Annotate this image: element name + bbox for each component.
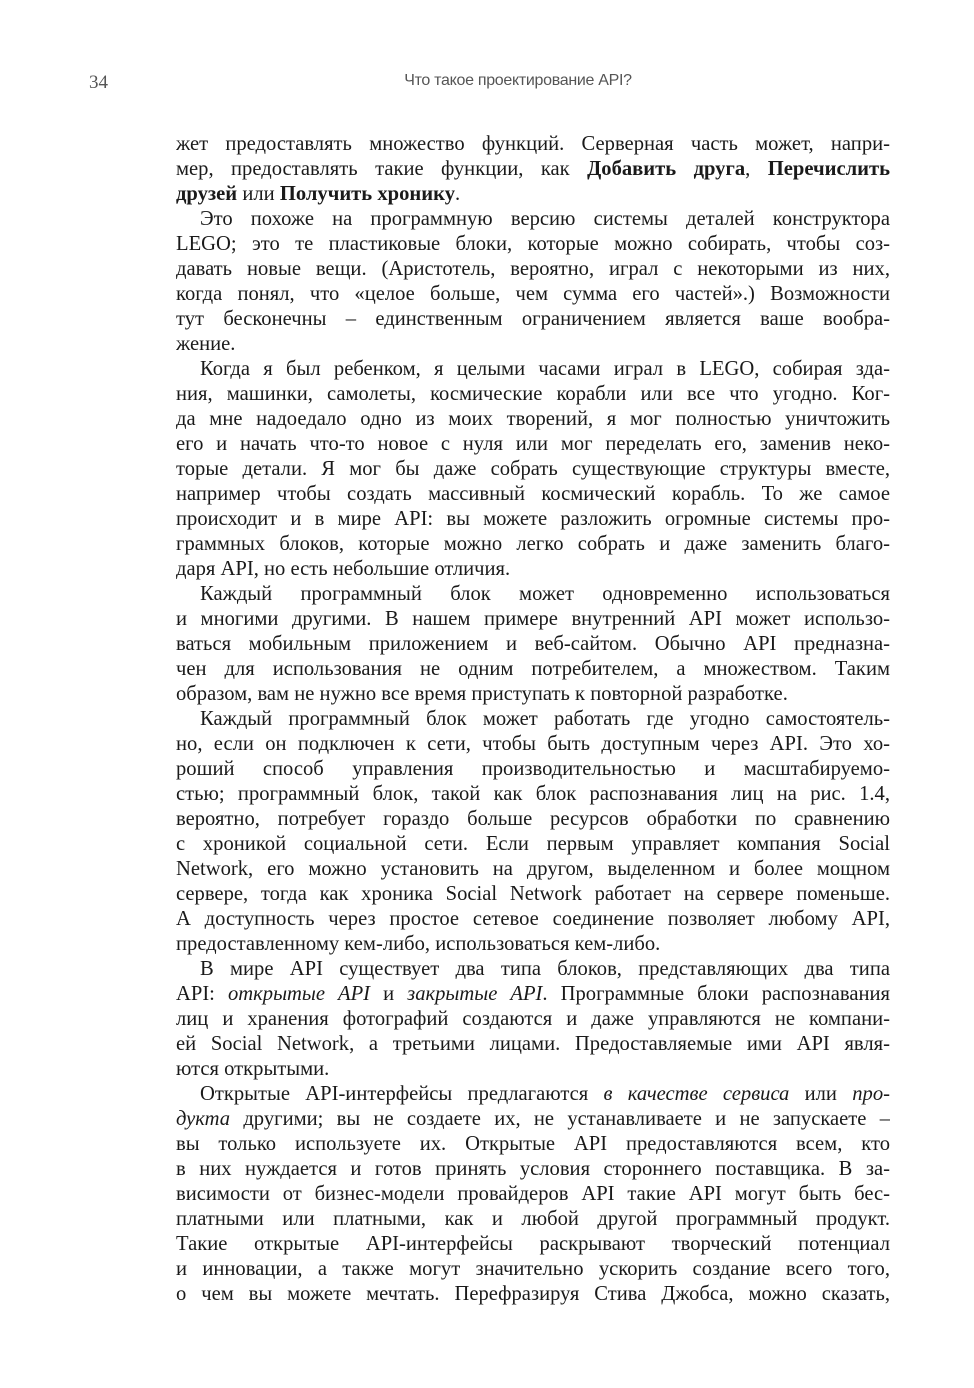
text-line	[176, 1032, 890, 1057]
text-line	[176, 1232, 890, 1257]
text-run: происходит и в мире API: вы можете разложить огромные системы про-	[176, 508, 890, 530]
text-run: роший способ управления производительностью и масштабируемо-	[176, 758, 890, 780]
text-run: да мне надоедало одно из моих творений, я мог полностью уничтожить	[176, 408, 890, 430]
text-run: API:	[176, 983, 228, 1005]
italic-term: открытые API	[227, 983, 371, 1005]
text-run: ются открытыми.	[176, 1058, 330, 1080]
text-line	[176, 657, 890, 682]
text-run: даря API, но есть небольшие отличия.	[176, 558, 511, 580]
text-run: Такие открытые API-интерфейсы раскрывают творческий потенциал	[176, 1233, 890, 1255]
text-run: вы только используете их. Открытые API предоставляются всем, кто	[176, 1133, 890, 1155]
text-run: с хроникой социальной сети. Если первым управляет компания Social	[176, 833, 890, 855]
text-run: ,	[745, 158, 768, 180]
text-run: чен для использования не одним потребителем, а множеством. Таким	[176, 658, 890, 680]
text-run: или	[789, 1083, 853, 1105]
text-run: Каждый программный блок может работать где угодно самостоятель-	[200, 708, 890, 730]
text-run: Это похоже на программную версию системы деталей конструктора	[200, 208, 890, 230]
text-run: .	[455, 183, 461, 205]
text-line	[176, 857, 890, 882]
text-run: Открытые API-интерфейсы предлагаются	[200, 1083, 604, 1105]
text-line	[176, 582, 890, 607]
text-line	[176, 707, 890, 732]
text-line	[176, 432, 890, 457]
text-line	[176, 907, 890, 932]
text-line	[176, 557, 890, 582]
text-run: давать новые вещи. (Аристотель, вероятно, играл с некоторыми из них,	[176, 258, 890, 280]
text-run: или	[237, 183, 280, 205]
text-run: LEGO; это те пластиковые блоки, которые можно собирать, чтобы соз-	[176, 233, 890, 255]
text-line	[176, 482, 890, 507]
text-line	[176, 1082, 890, 1107]
text-run: Каждый программный блок может одновременно использоваться	[200, 583, 890, 605]
bold-term: друзей	[176, 183, 238, 205]
text-line	[176, 1157, 890, 1182]
text-line	[176, 1257, 890, 1282]
italic-term: дукта	[176, 1108, 231, 1130]
text-run: лиц и хранения фотографий создаются и даже управляются не компани-	[176, 1008, 890, 1030]
text-line	[176, 332, 890, 357]
text-run: стью; программный блок, такой как блок распознавания лиц на рис. 1.4,	[176, 783, 890, 805]
text-run: например чтобы создать массивный космический корабль. То же самое	[176, 483, 890, 505]
text-run: граммных блоков, которые можно легко собрать и даже заменить благо-	[176, 533, 890, 555]
text-run: его и начать что-то новое с нуля или мог переделать его, заменив неко-	[176, 433, 890, 455]
text-run: жение.	[176, 333, 236, 355]
text-line	[176, 1057, 890, 1082]
text-line	[176, 282, 890, 307]
text-run: и многими другими. В нашем примере внутренний API может использо-	[176, 608, 890, 630]
text-line	[176, 757, 890, 782]
italic-term: закрытые API	[407, 983, 543, 1005]
text-run: Network, его можно установить на другом, выделенном и более мощном	[176, 858, 890, 880]
text-run: В мире API существует два типа блоков, представляющих два типа	[200, 958, 890, 980]
text-line	[176, 782, 890, 807]
text-line	[176, 257, 890, 282]
body-text	[176, 132, 890, 1307]
text-run: в них нуждается и готов принять условия стороннего поставщика. В за-	[176, 1158, 890, 1180]
text-line	[176, 732, 890, 757]
text-line	[176, 382, 890, 407]
text-line	[176, 357, 890, 382]
text-run: но, если он подключен к сети, чтобы быть доступным через API. Это хо-	[176, 733, 890, 755]
text-line	[176, 507, 890, 532]
running-head-title: Что такое проектирование API?	[404, 72, 632, 89]
text-line	[176, 632, 890, 657]
text-run: образом, вам не нужно все время приступать к повторной разработке.	[176, 683, 788, 705]
text-line	[176, 1007, 890, 1032]
text-run: . Программные блоки распознавания	[542, 983, 890, 1005]
bold-term: Получить хронику	[279, 183, 455, 205]
text-run: жет предоставлять множество функций. Серверная часть может, напри-	[176, 133, 890, 155]
text-run: предоставленному кем-либо, использоваться кем-либо.	[176, 933, 661, 955]
text-line	[176, 932, 890, 957]
text-line	[176, 207, 890, 232]
text-line	[176, 307, 890, 332]
text-line	[176, 1132, 890, 1157]
text-run: А доступность через простое сетевое соединение позволяет любому API,	[176, 908, 890, 930]
text-line	[176, 407, 890, 432]
text-run: о чем вы можете мечтать. Перефразируя Стива Джобса, можно сказать,	[176, 1283, 890, 1305]
text-line	[176, 807, 890, 832]
text-run: ния, машинки, самолеты, космические корабли или все что угодно. Ког-	[176, 383, 890, 405]
text-line	[176, 1182, 890, 1207]
text-run: Когда я был ребенком, я целыми часами играл в LEGO, собирая зда-	[200, 358, 890, 380]
text-line	[176, 982, 890, 1007]
bold-term: Перечислить	[767, 158, 890, 180]
italic-term: про-	[852, 1083, 890, 1105]
text-line	[176, 607, 890, 632]
page-number: 34	[89, 72, 108, 93]
text-run: платными или платными, как и любой другой программный продукт.	[176, 1208, 890, 1230]
text-run: торые детали. Я мог бы даже собрать существующие структуры вместе,	[176, 458, 890, 480]
text-run: и инновации, а также могут значительно ускорить создание всего того,	[176, 1258, 890, 1280]
text-line	[176, 682, 890, 707]
text-line	[176, 457, 890, 482]
text-line	[176, 1282, 890, 1307]
bold-term: Добавить друга	[587, 158, 746, 180]
text-line	[176, 157, 890, 182]
text-run: другими; вы не создаете их, не устанавливаете и не запускаете –	[230, 1108, 890, 1130]
text-line	[176, 957, 890, 982]
text-line	[176, 832, 890, 857]
text-run: ваться мобильным приложением и веб-сайтом. Обычно API предназна-	[176, 633, 890, 655]
text-line	[176, 532, 890, 557]
text-run: вероятно, потребует гораздо больше ресурсов обработки по сравнению	[176, 808, 890, 830]
text-run: сервере, тогда как хроника Social Network работает на сервере поменьше.	[176, 883, 890, 905]
text-line	[176, 182, 890, 207]
text-run: висимости от бизнес-модели провайдеров API такие API могут быть бес-	[176, 1183, 890, 1205]
text-line	[176, 232, 890, 257]
italic-term: в качестве сервиса	[603, 1083, 790, 1105]
text-line	[176, 132, 890, 157]
text-run: ей Social Network, а третьими лицами. Предоставляемые ими API явля-	[176, 1033, 890, 1055]
text-run: тут бесконечны – единственным ограничением является ваше вообра-	[176, 308, 890, 330]
text-run: когда понял, что «целое больше, чем сумма его частей».) Возможности	[176, 283, 890, 305]
text-line	[176, 882, 890, 907]
text-run: мер, предоставлять такие функции, как	[176, 158, 588, 180]
text-run: и	[370, 983, 408, 1005]
text-line	[176, 1107, 890, 1132]
text-line	[176, 1207, 890, 1232]
